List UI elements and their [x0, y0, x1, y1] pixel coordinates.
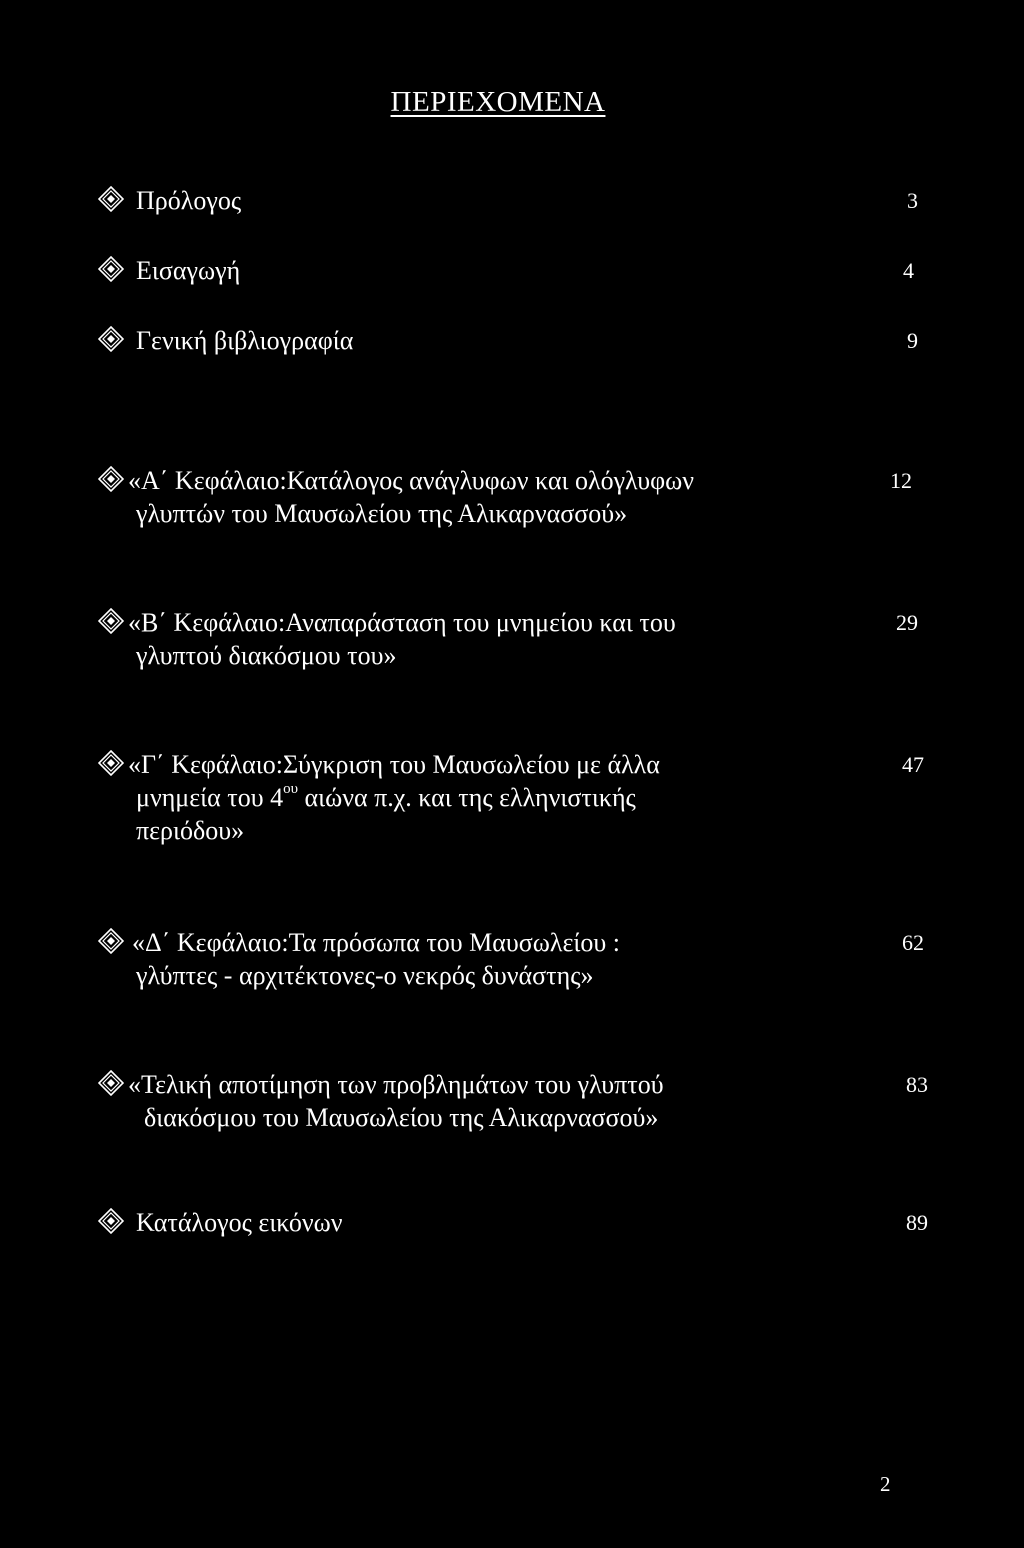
diamond-bullet-icon [98, 928, 124, 954]
diamond-bullet-icon [98, 466, 124, 492]
toc-entry-title: Εισαγωγή [136, 256, 241, 285]
diamond-bullet-icon [98, 186, 124, 212]
toc-entry-page: 12 [890, 468, 912, 493]
toc-entry-title: Πρόλογος [136, 186, 242, 215]
page-title: ΠΕΡΙΕΧΟΜΕΝΑ [390, 86, 606, 118]
toc-entry-title: «Τελική αποτίμηση των προβλημάτων του γλυπτού διακόσμου του Μαυσωλείου της Αλικαρνασσού» [128, 1070, 664, 1132]
toc-entry-page: 89 [906, 1210, 928, 1235]
toc-entry-title: «Γ΄ Κεφάλαιο:Σύγκριση του Μαυσωλείου με άλλα μνημεία του $4^{o\upsilon}$ αιώνα π.χ. και της ελληνιστικής περιόδου» [128, 750, 660, 845]
diamond-bullet-icon [98, 1070, 124, 1096]
toc-entry-page: 47 [902, 752, 924, 777]
toc-entry-page: 29 [896, 610, 918, 635]
toc-entry-page: 83 [906, 1072, 928, 1097]
toc-entry-page: 4 [903, 258, 914, 283]
diamond-bullet-icon [98, 326, 124, 352]
toc-entry-page: 62 [902, 930, 924, 955]
toc-entry-page: 9 [907, 328, 918, 353]
toc-entry-title: «Α΄ Κεφάλαιο:Κατάλογος ανάγλυφων και ολόγλυφων γλυπτών του Μαυσωλείου της Αλικαρνασσού» [128, 466, 694, 528]
diamond-bullet-icon [98, 256, 124, 282]
toc-entry-title: «Β΄ Κεφάλαιο:Αναπαράσταση του μνημείου και του γλυπτού διακόσμου του» [128, 608, 676, 670]
diamond-bullet-icon [98, 750, 124, 776]
diamond-bullet-icon [98, 608, 124, 634]
page-number: 2 [880, 1472, 891, 1496]
toc-entry-page: 3 [907, 188, 918, 213]
diamond-bullet-icon [98, 1208, 124, 1234]
superscript: ου [283, 781, 299, 798]
toc-entry-title: Κατάλογος εικόνων [136, 1208, 343, 1237]
toc-entry-title: «Δ΄ Κεφάλαιο:Τα πρόσωπα του Μαυσωλείου : γλύπτες - αρχιτέκτονες-ο νεκρός δυνάστης» [132, 928, 621, 990]
toc-entry-title: Γενική βιβλιογραφία [136, 326, 354, 355]
